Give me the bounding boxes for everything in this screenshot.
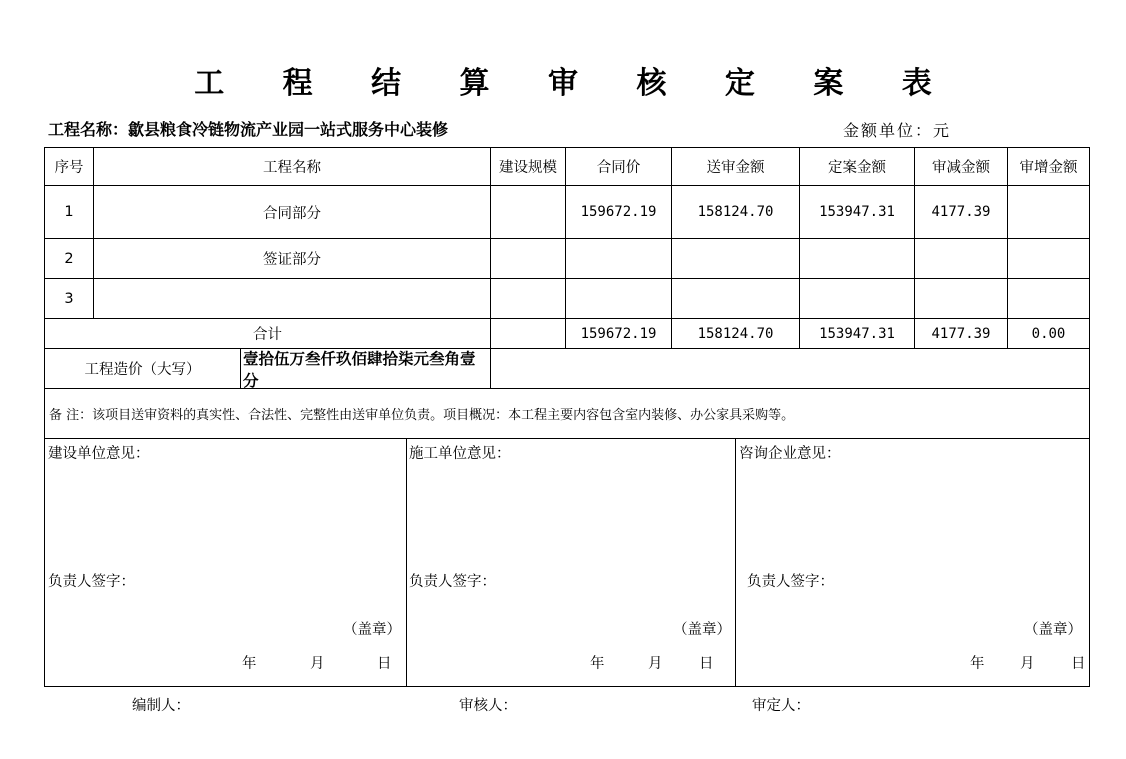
table-row [45, 279, 1090, 319]
total-final: 153947.31 [800, 319, 915, 349]
row-increase [1008, 186, 1090, 239]
row-no: 1 [45, 186, 94, 239]
contractor-month: 月 [648, 656, 663, 672]
owner-month: 月 [310, 656, 325, 672]
row-decrease: 4177.39 [915, 186, 1008, 239]
contractor-opinion-title: 施工单位意见： [409, 446, 511, 462]
contractor-day: 日 [699, 656, 714, 672]
contractor-sign: 负责人签字： [409, 574, 496, 590]
header-submitted: 送审金额 [672, 148, 800, 186]
row-final: 153947.31 [800, 186, 915, 239]
row-final [800, 239, 915, 279]
row-no: 2 [45, 239, 94, 279]
row-increase [1008, 279, 1090, 319]
header-no: 序号 [45, 148, 94, 186]
note-row [45, 389, 1090, 439]
consultant-day: 日 [1071, 656, 1086, 672]
total-scale [491, 319, 566, 349]
contractor-year: 年 [590, 656, 605, 672]
amount-unit: 金额单位：元 [843, 121, 952, 140]
row-name: 合同部分 [94, 186, 491, 239]
row-submitted [672, 239, 800, 279]
opinion-table [44, 438, 1090, 687]
note-text: 备 注：该项目送审资料的真实性、合法性、完整性由送审单位负责。项目概况：本工程主要内容包含室内装修、办公家具采购等。 [45, 389, 1090, 439]
capital-value: 壹拾伍万叁仟玖佰肆拾柒元叁角壹分 [243, 348, 476, 390]
header-row [45, 148, 1090, 186]
total-label: 合计 [45, 319, 491, 349]
consultant-opinion [736, 439, 1090, 687]
header-final: 定案金额 [800, 148, 915, 186]
consultant-month: 月 [1020, 656, 1035, 672]
row-increase [1008, 239, 1090, 279]
page-title: 工 程 结 算 审 核 定 案 表 [194, 66, 956, 101]
consultant-opinion-title: 咨询企业意见： [739, 446, 841, 462]
header-name: 工程名称 [94, 148, 491, 186]
header-scale: 建设规模 [491, 148, 566, 186]
row-scale [491, 239, 566, 279]
row-scale [491, 186, 566, 239]
contractor-seal: （盖章） [673, 622, 731, 638]
table-row [45, 239, 1090, 279]
header-increase: 审增金额 [1008, 148, 1090, 186]
owner-year: 年 [242, 656, 257, 672]
project-label: 工程名称： [48, 120, 129, 139]
approver-label: 审定人： [752, 698, 810, 714]
owner-sign: 负责人签字： [48, 574, 135, 590]
total-decrease: 4177.39 [915, 319, 1008, 349]
contractor-opinion [407, 439, 736, 687]
header-decrease: 审减金额 [915, 148, 1008, 186]
consultant-sign: 负责人签字： [747, 574, 834, 590]
row-decrease [915, 279, 1008, 319]
row-decrease [915, 239, 1008, 279]
total-submitted: 158124.70 [672, 319, 800, 349]
row-contract [566, 239, 672, 279]
row-name [94, 279, 491, 319]
reviewer-label: 审核人： [459, 698, 517, 714]
settlement-table [44, 147, 1090, 439]
row-contract: 159672.19 [566, 186, 672, 239]
total-increase: 0.00 [1008, 319, 1090, 349]
owner-opinion [45, 439, 407, 687]
owner-day: 日 [377, 656, 392, 672]
project-name [48, 117, 448, 140]
row-submitted: 158124.70 [672, 186, 800, 239]
owner-seal: （盖章） [343, 622, 401, 638]
table-row [45, 186, 1090, 239]
consultant-seal: （盖章） [1024, 622, 1082, 638]
owner-opinion-title: 建设单位意见： [48, 446, 150, 462]
total-contract: 159672.19 [566, 319, 672, 349]
capital-label: 工程造价（大写） [45, 349, 241, 388]
row-contract [566, 279, 672, 319]
row-final [800, 279, 915, 319]
row-name: 签证部分 [94, 239, 491, 279]
row-scale [491, 279, 566, 319]
total-row [45, 319, 1090, 349]
compiler-label: 编制人： [132, 698, 190, 714]
capital-row [45, 349, 1090, 389]
header-contract: 合同价 [566, 148, 672, 186]
consultant-year: 年 [970, 656, 985, 672]
row-no: 3 [45, 279, 94, 319]
row-submitted [672, 279, 800, 319]
project-value: 歙县粮食冷链物流产业园一站式服务中心装修 [128, 120, 449, 139]
